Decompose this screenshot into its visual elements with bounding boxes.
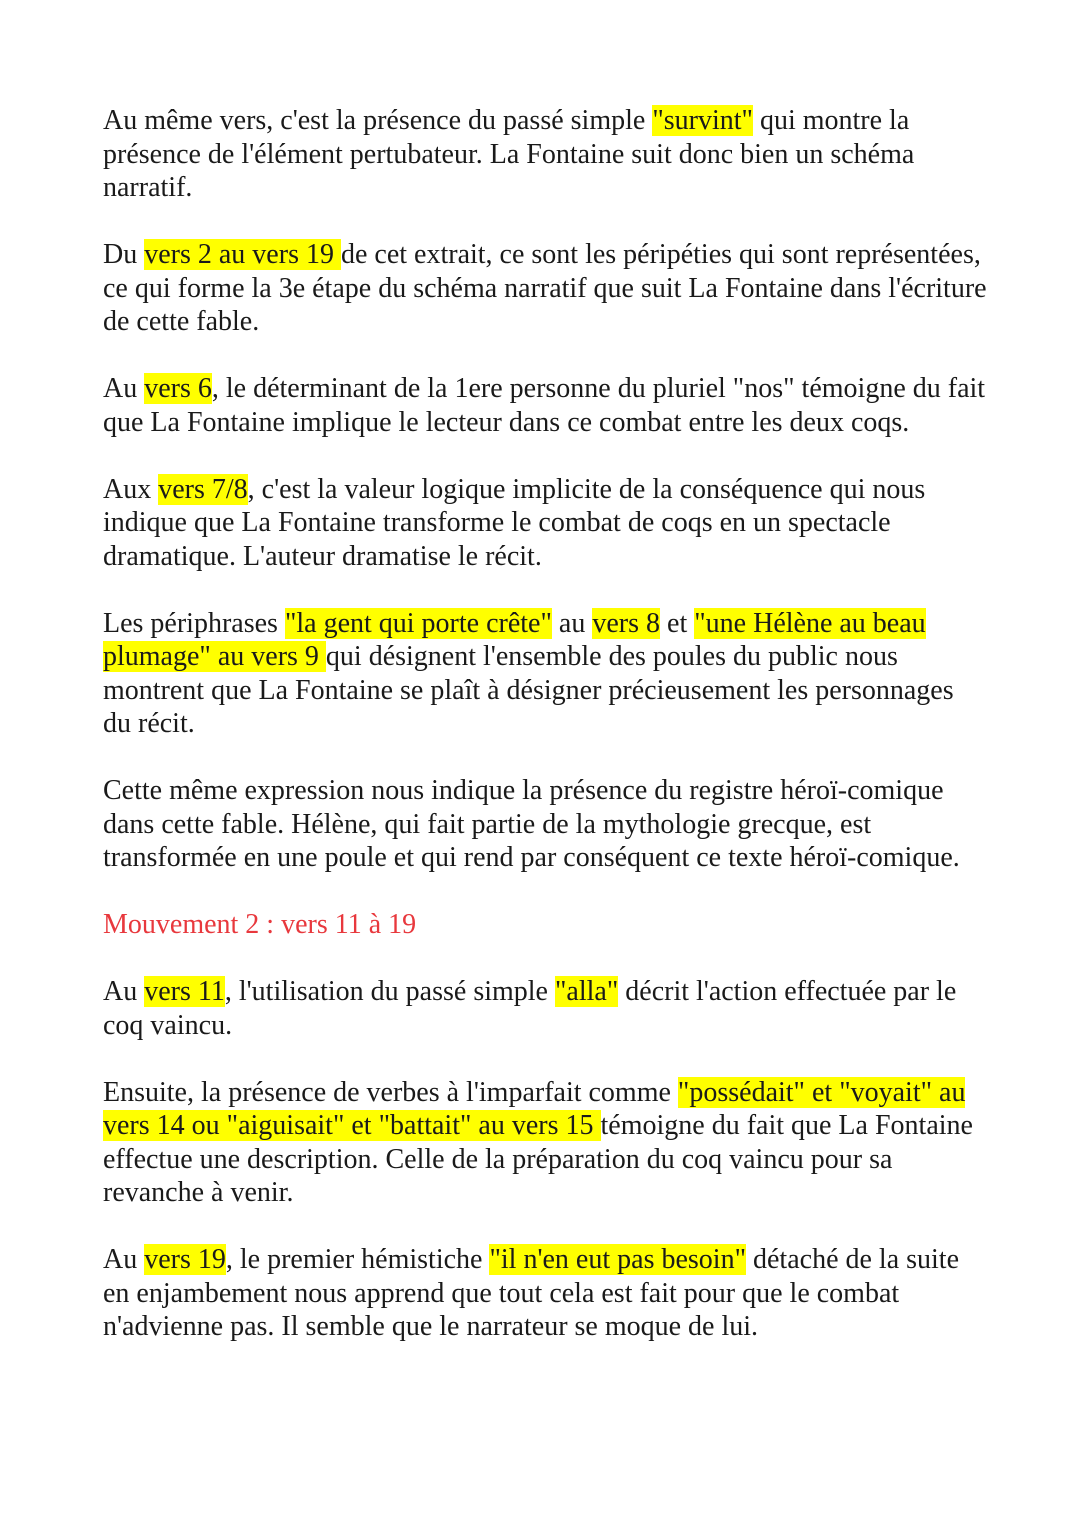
text-segment: Au même vers, c'est la présence du passé simple <box>103 105 653 136</box>
highlighted-verse-ref: vers 11 <box>144 976 225 1007</box>
text-segment: , c'est la valeur logique implicite de la conséquence qui nous indique que La Fontaine transforme le combat de coqs en un spectacle dramatique. L'auteur dramatise le récit. <box>103 473 926 572</box>
text-segment: au <box>551 607 593 639</box>
text-segment: qui montre la présence de l'élément pertubateur. La Fontaine suit donc bien un schéma narratif. <box>103 105 915 203</box>
text-segment: Au <box>103 976 145 1007</box>
paragraph-vers-11 <box>103 975 988 1042</box>
paragraph-peripeties <box>103 238 988 339</box>
highlighted-verse-ref: vers 19 <box>144 1244 226 1275</box>
text-segment: Du <box>103 239 145 270</box>
text-segment: décrit l'action effectuée par le coq vaincu. <box>103 976 957 1041</box>
paragraph-vers-19 <box>103 1243 988 1344</box>
highlighted-quote: "il n'en eut pas besoin" <box>489 1244 746 1275</box>
text-segment: Cette même expression nous indique la présence du registre héroï-comique dans cette fable. Hélène, qui fait partie de la mythologie grecque, est transformée en une poule et qui rend par conséquent ce texte héroï-comique. <box>103 775 960 873</box>
text-segment: Ensuite, la présence de verbes à l'imparfait comme <box>103 1076 678 1108</box>
text-segment: témoigne du fait que La Fontaine effectue une description. Celle de la préparation du coq vaincu pour sa revanche à venir. <box>103 1110 973 1208</box>
heading-text: Mouvement 2 : vers 11 à 19 <box>103 909 417 940</box>
text-segment: , l'utilisation du passé simple <box>224 976 555 1007</box>
document-page <box>103 104 988 1377</box>
text-segment: Au <box>103 373 145 404</box>
paragraph-vers-7-8 <box>103 473 988 574</box>
highlighted-quote: "la gent qui porte crête" <box>284 607 552 639</box>
highlighted-quote: "survint" <box>652 105 753 136</box>
text-segment: Aux <box>103 473 159 505</box>
text-segment: Au <box>103 1244 145 1275</box>
text-segment: de cet extrait, ce sont les péripéties qui sont représentées, ce qui forme la 3e étape du schéma narratif que suit La Fontaine dans l'écriture de cette fable. <box>103 239 987 337</box>
text-segment: et <box>660 607 695 639</box>
highlighted-quote: "alla" <box>554 976 619 1007</box>
paragraph-imparfait <box>103 1076 988 1210</box>
paragraph-survint <box>103 104 988 205</box>
highlighted-verse-ref: vers 8 <box>592 607 661 639</box>
paragraph-periphrases <box>103 607 988 741</box>
paragraph-vers-6 <box>103 372 988 439</box>
highlighted-verse-ref: vers 7/8 <box>158 473 248 505</box>
paragraph-heroi-comique <box>103 774 988 875</box>
highlighted-verse-ref: vers 6 <box>144 373 212 404</box>
section-heading <box>103 908 988 942</box>
highlighted-quote: "une Hélène au beau plumage" au vers 9 <box>103 607 926 672</box>
text-segment: Les périphrases <box>103 607 285 639</box>
text-segment: détaché de la suite en enjambement nous apprend que tout cela est fait pour que le combat n'advienne pas. Il semble que le narrateur se moque de lui. <box>103 1244 960 1342</box>
text-segment: , le déterminant de la 1ere personne du pluriel "nos" témoigne du fait que La Fontaine implique le lecteur dans ce combat entre les deux coqs. <box>103 373 986 438</box>
text-segment: qui désignent l'ensemble des poules du public nous montrent que La Fontaine se plaît à désigner précieusement les personnages du récit. <box>103 641 954 739</box>
highlighted-verse-ref: vers 2 au vers 19 <box>144 239 341 270</box>
text-segment: , le premier hémistiche <box>225 1244 490 1275</box>
highlighted-quote: "possédait" et "voyait" au vers 14 ou "aiguisait" et "battait" au vers 15 <box>103 1076 966 1141</box>
